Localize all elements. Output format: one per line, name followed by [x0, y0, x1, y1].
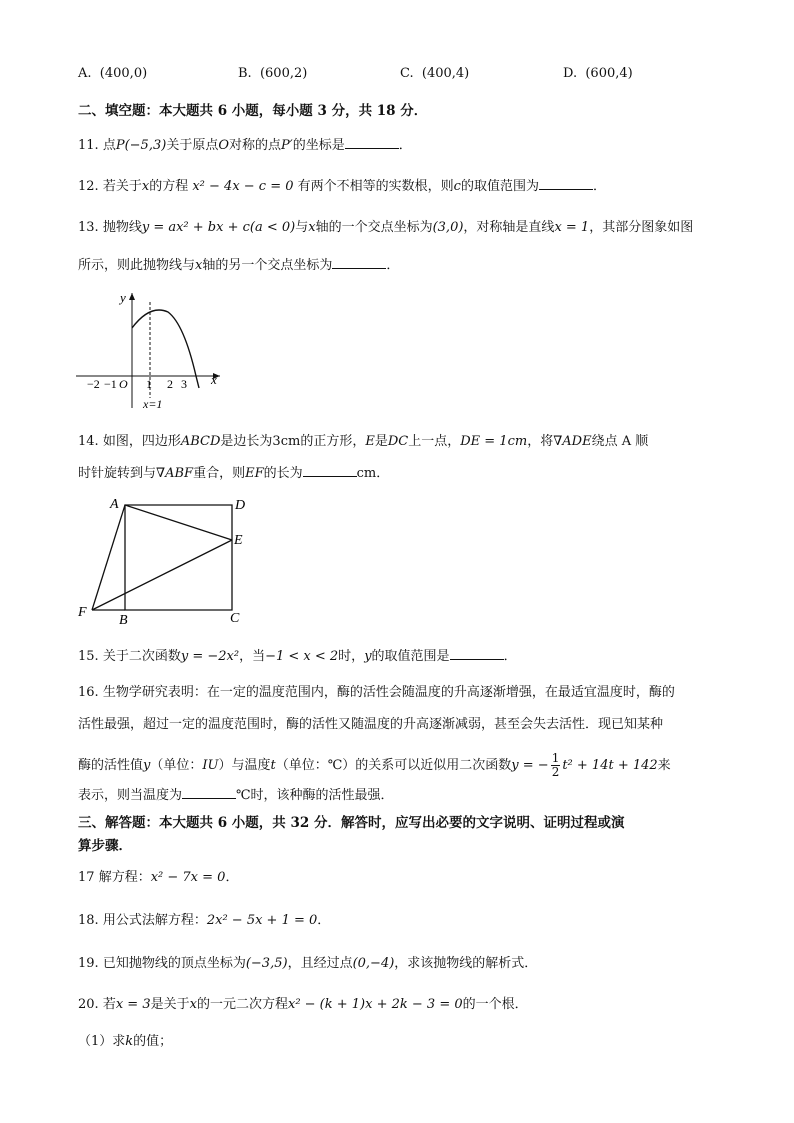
answer-blank	[539, 177, 593, 190]
question-14-line-1: 14. 如图，四边形ABCD是边长为3cm的正方形，E是DC上一点，DE = 1cm，将∇ADE绕点 A 顺	[78, 434, 649, 449]
question-15: 15. 关于二次函数y = −2x²，当−1 < x < 2时，y的取值范围是 ．	[78, 649, 517, 664]
question-18: 18. 用公式法解方程：2x² − 5x + 1 = 0．	[78, 913, 331, 928]
answer-blank	[332, 256, 386, 269]
option-c-value: (400,4)	[421, 66, 470, 81]
question-14-line-2: 时针旋转到与∇ABF重合，则EF的长为 cm．	[78, 466, 390, 481]
option-d-value: (600,4)	[585, 66, 633, 81]
section-3-heading-cont: 算步骤．	[78, 838, 132, 854]
question-19: 19. 已知抛物线的顶点坐标为(−3,5)，且经过点(0,−4)，求该抛物线的解析式．	[78, 956, 538, 971]
option-a-value: (400,0)	[99, 66, 148, 81]
option-b-value: (600,2)	[259, 66, 308, 81]
point-d-label: D	[235, 498, 246, 513]
answer-blank	[345, 136, 399, 149]
option-c: C. (400,4)	[400, 66, 470, 81]
question-16-line-1: 16. 生物学研究表明：在一定的温度范围内，酶的活性会随温度的升高逐渐增强，在最适宜温度时，酶的	[78, 685, 675, 700]
question-17: 17 解方程：x² − 7x = 0．	[78, 870, 239, 885]
tick-label: 1	[146, 377, 152, 391]
tick-label: 3	[181, 377, 187, 391]
question-20: 20. 若x = 3是关于x的一元二次方程x² − (k + 1)x + 2k − 3 = 0的一个根．	[78, 997, 528, 1012]
point-b-label: B	[119, 613, 128, 627]
parabola-graph	[72, 288, 232, 413]
symmetry-axis-label: x=1	[143, 397, 163, 411]
question-13-line-2: 所示，则此抛物线与x轴的另一个交点坐标为 ．	[78, 258, 400, 273]
question-11: 11. 点P(−5,3)关于原点O对称的点P′的坐标是 ．	[78, 138, 412, 153]
origin-label: O	[119, 377, 128, 391]
question-13-line-1: 13. 抛物线y = ax² + bx + c(a < 0)与x轴的一个交点坐标为(3,0)，对称轴是直线x = 1，其部分图象如图	[78, 220, 694, 235]
tick-label: −2	[87, 377, 100, 391]
point-a-label: A	[110, 497, 119, 512]
option-a: A. (400,0)	[78, 66, 148, 81]
option-d: D. (600,4)	[563, 66, 633, 81]
answer-blank	[182, 786, 236, 799]
answer-blank	[450, 647, 504, 660]
fraction: $\frac{1}{2}$	[551, 751, 560, 779]
answer-blank	[303, 464, 357, 477]
question-16-line-3: 酶的活性值y（单位：IU）与温度t（单位：℃）的关系可以近似用二次函数y = − $\frac{1}{2}$ t² + 14t + 142来	[78, 751, 671, 779]
tick-label: 2	[167, 377, 173, 391]
question-12: 12. 若关于x的方程 x² − 4x − c = 0 有两个不相等的实数根，则c的取值范围为 ．	[78, 179, 606, 194]
question-20-part-1: （1）求k的值；	[78, 1034, 173, 1049]
point-c-label: C	[230, 611, 240, 626]
point-f-label: F	[78, 605, 87, 620]
question-16-line-4: 表示，则当温度为 ℃时，该种酶的活性最强．	[78, 788, 394, 803]
section-2-heading: 二、填空题：本大题共 6 小题，每小题 3 分，共 18 分．	[78, 103, 428, 119]
y-axis-label: y	[120, 290, 126, 305]
x-axis-label: x	[211, 372, 217, 387]
section-3-heading: 三、解答题：本大题共 6 小题，共 32 分．解答时，应写出必要的文字说明、证明过程或演	[78, 815, 625, 831]
square-figure	[72, 492, 252, 627]
point-e-label: E	[234, 533, 243, 548]
option-b: B. (600,2)	[238, 66, 308, 81]
question-16-line-2: 活性最强，超过一定的温度范围时，酶的活性又随温度的升高逐渐减弱，甚至会失去活性．现已知某种	[78, 717, 664, 732]
tick-label: −1	[104, 377, 117, 391]
